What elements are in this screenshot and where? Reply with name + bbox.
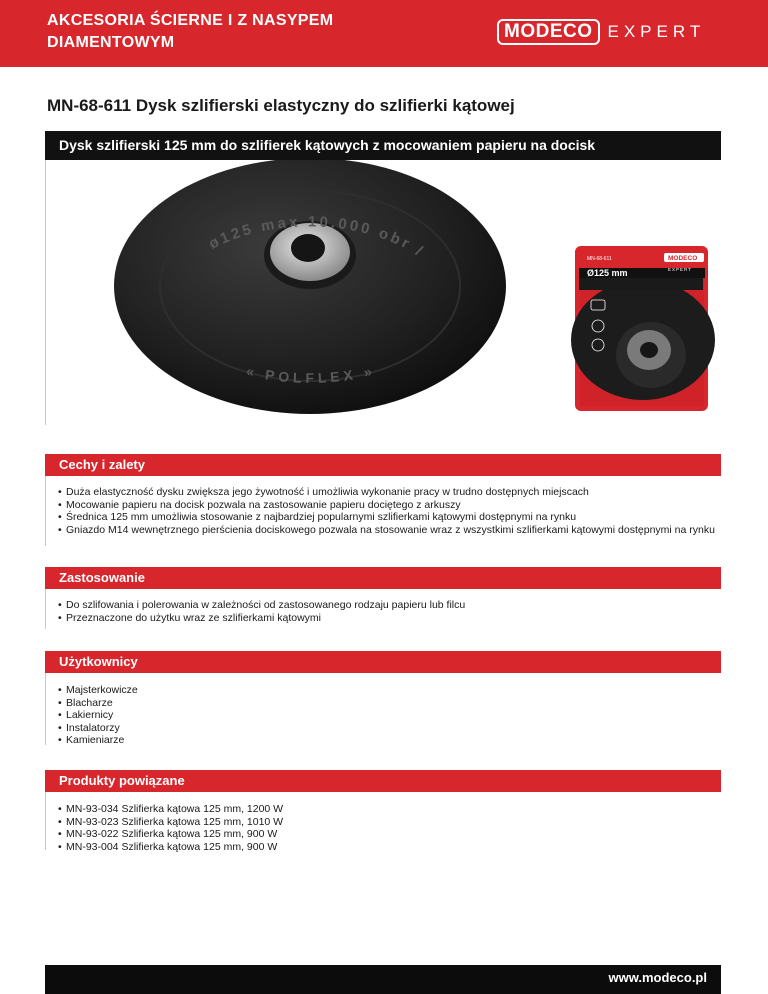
disc-marking-top: ø125 max 10.000 obr /	[206, 213, 428, 262]
related-list	[58, 803, 718, 853]
product-subtitle: Dysk szlifierski 125 mm do szlifierek kątowych z mocowaniem papieru na docisk	[45, 131, 721, 160]
package-brand: MODECO	[668, 255, 698, 262]
list-item: • MN-93-022 Szlifierka kątowa 125 mm, 900 W	[58, 828, 718, 841]
disc-hole	[291, 234, 325, 262]
header-bar	[0, 0, 768, 67]
list-item: • Do szlifowania i polerowania w zależności od zastosowanego rodzaju papieru lub filcu	[58, 599, 718, 612]
list-item: • Blacharze	[58, 697, 718, 710]
list-item: • Duża elastyczność dysku zwiększa jego żywotność i umożliwia wykonanie pracy w trudno dostępnych miejscach	[58, 486, 718, 499]
product-title: MN-68-611 Dysk szlifierski elastyczny do szlifierki kątowej	[47, 96, 515, 115]
section-features-heading: Cechy i zalety	[45, 454, 721, 476]
section-related-heading: Produkty powiązane	[45, 770, 721, 792]
category-title: AKCESORIA ŚCIERNE I Z NASYPEM DIAMENTOWYM	[47, 12, 334, 51]
users-list	[58, 684, 718, 747]
section-features-line	[45, 476, 46, 546]
list-item: • Instalatorzy	[58, 722, 718, 735]
section-usage-heading: Zastosowanie	[45, 567, 721, 589]
section-users-heading: Użytkownicy	[45, 651, 721, 673]
list-item: • Średnica 125 mm umożliwia stosowanie z najbardziej popularnymi szlifierkami kątowymi dostępnymi na rynku	[58, 511, 718, 524]
section-usage-line	[45, 589, 46, 629]
logo-sub: EXPERT	[607, 22, 706, 41]
usage-list	[58, 599, 718, 624]
list-item: • Przeznaczone do użytku wraz ze szlifierkami kątowymi	[58, 612, 718, 625]
logo-main: MODECO	[497, 19, 600, 45]
list-item: • MN-93-023 Szlifierka kątowa 125 mm, 1010 W	[58, 816, 718, 829]
list-item: • MN-93-034 Szlifierka kątowa 125 mm, 1200 W	[58, 803, 718, 816]
list-item: • Gniazdo M14 wewnętrznego pierścienia dociskowego pozwala na stosowanie wraz z wszystkimi szlifierkami kątowymi dostępnymi na rynku	[58, 524, 718, 537]
package-code: MN-68-611	[587, 256, 612, 262]
list-item: • Majsterkowicze	[58, 684, 718, 697]
section-related-line	[45, 792, 46, 850]
features-list	[58, 486, 718, 536]
list-item: • MN-93-004 Szlifierka kątowa 125 mm, 900 W	[58, 841, 718, 854]
footer-url[interactable]: www.modeco.pl	[608, 970, 707, 985]
package-brand-sub: EXPERT	[668, 267, 692, 272]
package-size: Ø125 mm	[587, 268, 628, 278]
list-item: • Kamieniarze	[58, 734, 718, 747]
section-users-line	[45, 673, 46, 745]
list-item: • Mocowanie papieru na docisk pozwala na zastosowanie papieru dociętego z arkuszy	[58, 499, 718, 512]
product-photo	[45, 160, 721, 425]
brand-logo	[497, 18, 705, 46]
disc-marking-bottom: « POLFLEX »	[244, 362, 378, 386]
package-image	[571, 246, 715, 411]
product-images	[45, 160, 721, 425]
footer-bar	[45, 965, 721, 994]
list-item: • Lakiernicy	[58, 709, 718, 722]
